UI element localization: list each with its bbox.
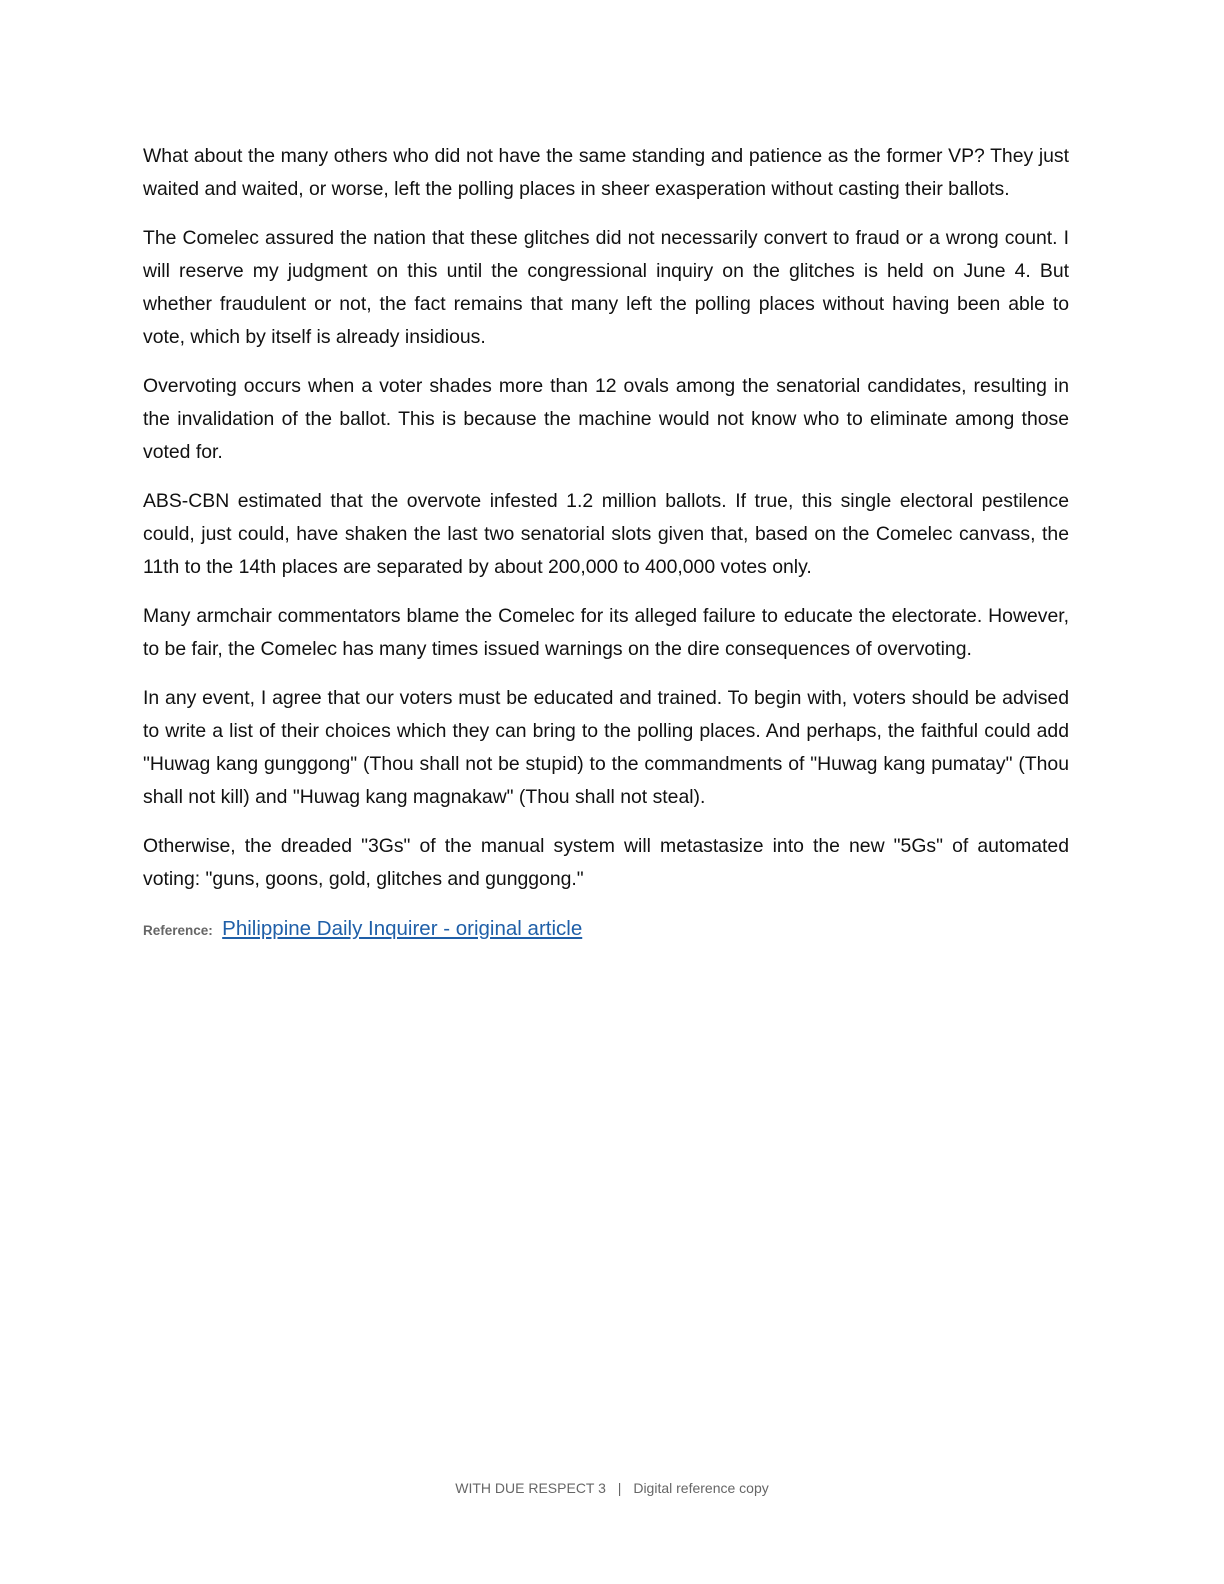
reference-line [143, 912, 1069, 947]
paragraph: Otherwise, the dreaded "3Gs" of the manual system will metastasize into the new "5Gs" of automated voting: "guns, goons, gold, glitches and gunggong." [143, 835, 1069, 890]
reference-link[interactable]: Philippine Daily Inquirer - original article [222, 917, 583, 940]
footer-separator: | [617, 1480, 622, 1496]
paragraph: Many armchair commentators blame the Comelec for its alleged failure to educate the electorate. However, to be fair, the Comelec has many times issued warnings on the dire consequences of overvoting. [143, 605, 1069, 660]
page-footer [0, 1478, 1224, 1498]
footer-title: WITH DUE RESPECT 3 [455, 1480, 606, 1496]
paragraph: The Comelec assured the nation that these glitches did not necessarily convert to fraud or a wrong count. I will reserve my judgment on this until the congressional inquiry on the glitches is held on June 4. But whether fraudulent or not, the fact remains that many left the polling places without having been able to vote, which by itself is already insidious. [143, 227, 1069, 348]
paragraph: In any event, I agree that our voters must be educated and trained. To begin with, voters should be advised to write a list of their choices which they can bring to the polling places. And perhaps, the faithful could add "Huwag kang gunggong" (Thou shall not be stupid) to the commandments of "Huwag kang pumatay" (Thou shall not kill) and "Huwag kang magnakaw" (Thou shall not steal). [143, 687, 1069, 808]
document-body [143, 140, 1069, 947]
paragraph: What about the many others who did not have the same standing and patience as the former VP? They just waited and waited, or worse, left the polling places in sheer exasperation without casting their ballots. [143, 145, 1069, 200]
paragraph: ABS-CBN estimated that the overvote infested 1.2 million ballots. If true, this single electoral pestilence could, just could, have shaken the last two senatorial slots given that, based on the Comelec canvass, the 11th to the 14th places are separated by about 200,000 to 400,000 votes only. [143, 490, 1069, 578]
reference-label: Reference: [143, 923, 213, 938]
paragraph: Overvoting occurs when a voter shades more than 12 ovals among the senatorial candidates, resulting in the invalidation of the ballot. This is because the machine would not know who to eliminate among those voted for. [143, 375, 1069, 463]
footer-note: Digital reference copy [633, 1480, 769, 1496]
